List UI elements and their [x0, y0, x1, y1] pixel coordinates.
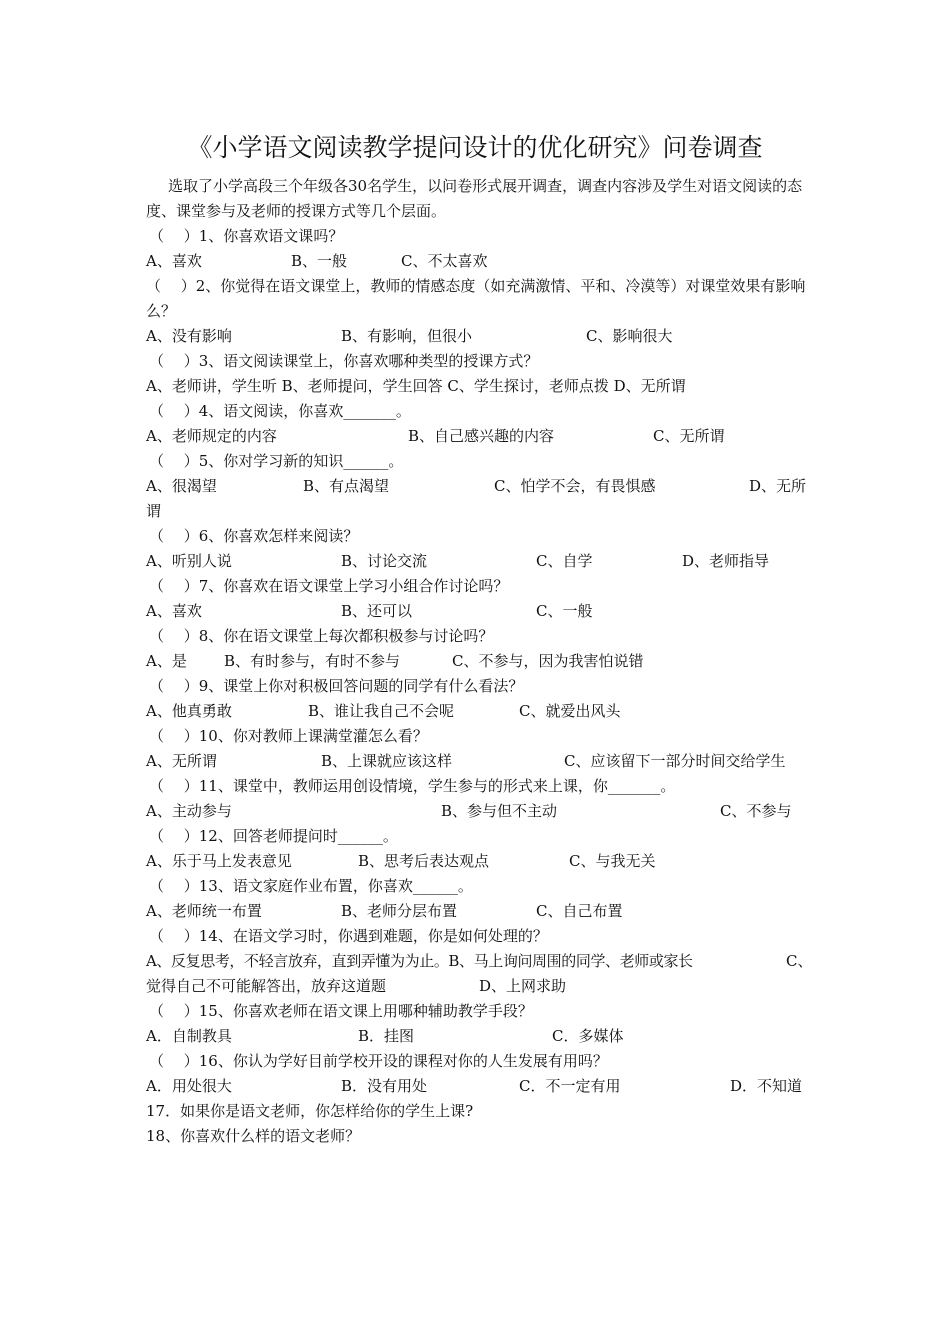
questionnaire-body [146, 224, 813, 1149]
option-a: A、很渴望 [146, 477, 217, 495]
option-a: A．自制教具 [146, 1027, 232, 1045]
question-13-options [146, 899, 808, 924]
intro-paragraph: 选取了小学高段三个年级各30名学生，以问卷形式展开调查，调查内容涉及学生对语文阅读的态度、课堂参与及老师的授课方式等几个层面。 [146, 177, 803, 220]
option-a: A、无所谓 [146, 752, 217, 770]
option-c-continued: 觉得自己不可能解答出，放弃这道题 [146, 977, 387, 995]
page-title: 《小学语文阅读教学提问设计的优化研究》问卷调查 [187, 133, 763, 162]
option-b: B、自己感兴趣的内容 [408, 427, 555, 445]
question-11-options [146, 799, 808, 824]
option-c: C、不太喜欢 [401, 252, 488, 270]
question-14-options [146, 949, 813, 974]
question-9: （ ）9、课堂上你对积极回答问题的同学有什么看法？ [149, 677, 524, 695]
option-a: A、听别人说 [146, 552, 232, 570]
option-c: C、不参与 [720, 802, 792, 820]
question-2-options [146, 324, 808, 349]
option-c: C、与我无关 [569, 852, 656, 870]
option-c: C、无所谓 [653, 427, 725, 445]
options-inline: A、老师讲，学生听 B、老师提问，学生回答 C、学生探讨，老师点拨 D、无所谓 [146, 377, 686, 395]
option-b: B、讨论交流 [341, 552, 428, 570]
option-b: B、思考后表达观点 [358, 852, 490, 870]
option-a: A、他真勇敢 [146, 702, 232, 720]
question-12: （ ）12、回答老师提问时______。 [149, 827, 398, 845]
option-c: C、自己布置 [536, 902, 623, 920]
question-10-options [146, 749, 808, 774]
question-15-options [146, 1024, 808, 1049]
option-b: B、参与但不主动 [441, 802, 558, 820]
question-3-options [146, 374, 808, 399]
option-c: C、自学 [536, 552, 593, 570]
question-16: （ ）16、你认为学好目前学校开设的课程对你的人生发展有用吗？ [149, 1052, 608, 1070]
option-b: B．挂图 [358, 1027, 415, 1045]
option-b: B、有点渴望 [303, 477, 390, 495]
question-11: （ ）11、课堂中，教师运用创设情境，学生参与的形式来上课，你_______。 [149, 777, 676, 795]
option-b: B、有时参与，有时不参与 [224, 652, 401, 670]
option-a: A、老师统一布置 [146, 902, 262, 920]
question-16-options [146, 1074, 808, 1099]
question-5-options-continued: 谓 [146, 502, 162, 520]
option-c: C、不参与，因为我害怕说错 [452, 652, 644, 670]
option-c: C、影响很大 [586, 327, 673, 345]
option-a: A、喜欢 [146, 252, 202, 270]
option-b: B、有影响，但很小 [341, 327, 473, 345]
question-6-options [146, 549, 808, 574]
option-a: A、是 [146, 652, 187, 670]
question-14: （ ）14、在语文学习时，你遇到难题，你是如何处理的？ [149, 927, 548, 945]
option-a: A、没有影响 [146, 327, 232, 345]
option-b: B、一般 [291, 252, 348, 270]
question-4-options [146, 424, 808, 449]
option-c: C．多媒体 [552, 1027, 624, 1045]
question-5-options [146, 474, 808, 499]
question-7-options [146, 599, 808, 624]
option-c: C、就爱出风头 [519, 702, 621, 720]
question-18: 18、你喜欢什么样的语文老师？ [146, 1127, 361, 1145]
option-b: B、谁让我自己不会呢 [308, 702, 455, 720]
option-a: A、乐于马上发表意见 [146, 852, 292, 870]
question-7: （ ）7、你喜欢在语文课堂上学习小组合作讨论吗？ [149, 577, 509, 595]
question-1: （ ）1、你喜欢语文课吗？ [149, 227, 344, 245]
question-1-options [146, 249, 808, 274]
option-c: C、怕学不会，有畏惧感 [494, 477, 656, 495]
option-a: A．用处很大 [146, 1077, 232, 1095]
option-c: C、 [786, 952, 813, 970]
question-12-options [146, 849, 808, 874]
option-d: D、上网求助 [479, 977, 567, 995]
question-4: （ ）4、语文阅读，你喜欢_______。 [149, 402, 411, 420]
question-10: （ ）10、你对教师上课满堂灌怎么看？ [149, 727, 428, 745]
option-d: D、无所 [749, 477, 807, 495]
question-8-options [146, 649, 808, 674]
option-a: A、喜欢 [146, 602, 202, 620]
option-b: B．没有用处 [341, 1077, 428, 1095]
option-a: A、主动参与 [146, 802, 232, 820]
option-c: C．不一定有用 [519, 1077, 621, 1095]
option-d: D、老师指导 [682, 552, 770, 570]
option-b: B、还可以 [341, 602, 413, 620]
question-5: （ ）5、你对学习新的知识______。 [149, 452, 404, 470]
question-9-options [146, 699, 808, 724]
question-3: （ ）3、语文阅读课堂上，你喜欢哪种类型的授课方式？ [149, 352, 539, 370]
question-6: （ ）6、你喜欢怎样来阅读？ [149, 527, 359, 545]
option-a-b: A、反复思考，不轻言放弃，直到弄懂为为止。B、马上询问周围的同学、老师或家长 [146, 952, 693, 970]
option-a: A、老师规定的内容 [146, 427, 277, 445]
option-c: C、一般 [536, 602, 593, 620]
option-b: B、老师分层布置 [341, 902, 458, 920]
question-13: （ ）13、语文家庭作业布置，你喜欢______。 [149, 877, 473, 895]
question-14-options-continued [146, 974, 808, 999]
option-b: B、上课就应该这样 [321, 752, 453, 770]
option-d: D．不知道 [730, 1077, 803, 1095]
question-15: （ ）15、你喜欢老师在语文课上用哪种辅助教学手段？ [149, 1002, 533, 1020]
question-17: 17．如果你是语文老师，你怎样给你的学生上课? [146, 1102, 474, 1120]
option-c: C、应该留下一部分时间交给学生 [564, 752, 786, 770]
question-8: （ ）8、你在语文课堂上每次都积极参与讨论吗？ [149, 627, 494, 645]
question-2: （ ）2、你觉得在语文课堂上，教师的情感态度（如充满激情、平和、冷漠等）对课堂效果有影响么？ [146, 277, 806, 320]
